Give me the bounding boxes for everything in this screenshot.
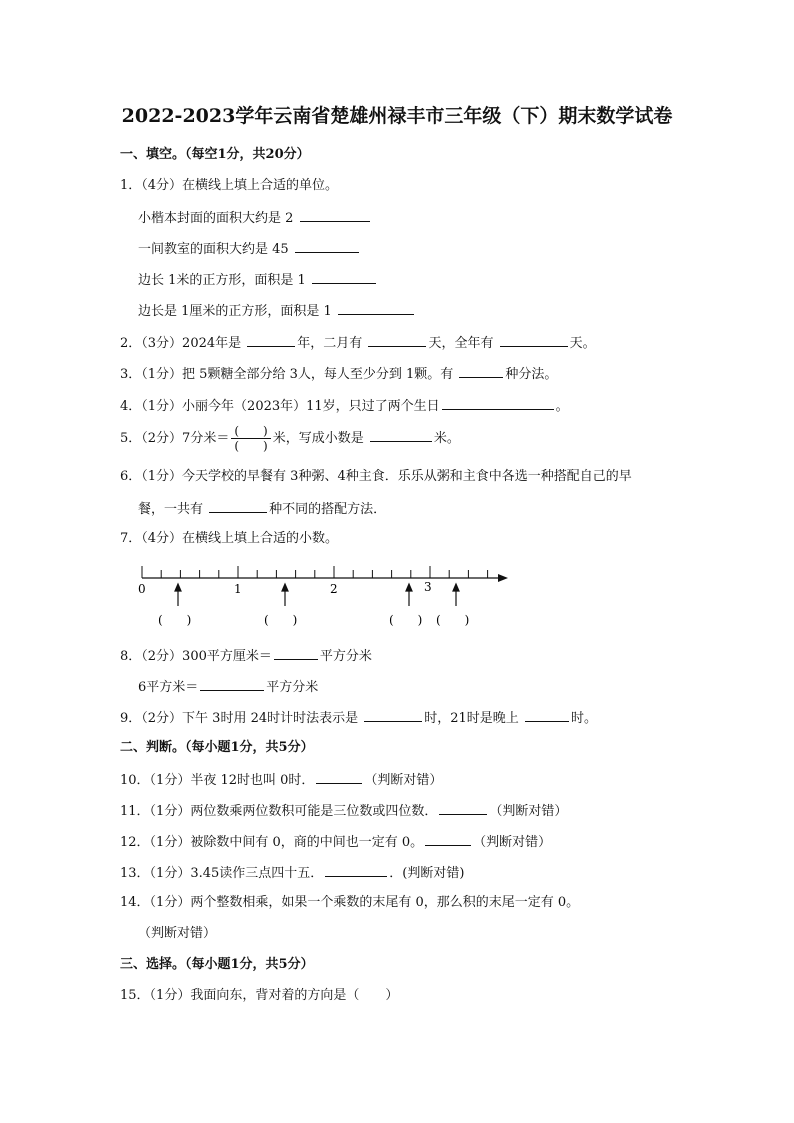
number-line-arrowhead: [498, 574, 508, 582]
answer-blank[interactable]: [200, 678, 264, 691]
question-6-line1: 6．（1分）今天学校的早餐有 3种粥、4种主食．乐乐从粥和主食中各选一种搭配自己的早: [120, 469, 632, 484]
tick-label-1: 1: [234, 582, 242, 596]
answer-blank[interactable]: [370, 429, 432, 442]
question-5-part3: 米。: [433, 431, 460, 446]
question-12-part2: （判断对错）: [473, 835, 552, 850]
question-13: [120, 864, 464, 882]
tick-label-0: 0: [138, 582, 146, 596]
answer-blank[interactable]: [247, 334, 295, 347]
number-line: [130, 558, 520, 638]
question-3-part2: 种分法。: [505, 367, 558, 382]
question-5: [120, 422, 460, 456]
question-11-part2: （判断对错）: [489, 804, 568, 819]
section-heading-fill-in: 一、填空。（每空1分，共20分）: [120, 147, 310, 162]
answer-blank[interactable]: [368, 334, 426, 347]
question-10: [120, 771, 442, 789]
question-1a: [138, 209, 372, 227]
section-heading-judge: 二、判断。（每小题1分，共5分）: [120, 740, 314, 755]
question-8-part4: 平方分米: [266, 680, 319, 695]
question-10-part1: 10．（1分）半夜 12时也叫 0时．: [120, 773, 315, 788]
question-8-part2: 平方分米: [319, 649, 372, 664]
tick-label-3: 3: [424, 580, 432, 594]
answer-blank[interactable]: [525, 709, 569, 722]
question-1a-text: 小楷本封面的面积大约是 2: [138, 211, 294, 226]
question-2-part3: 天，全年有: [428, 336, 494, 351]
answer-blank[interactable]: [500, 334, 568, 347]
question-1b-text: 一间教室的面积大约是 45: [138, 242, 289, 257]
question-9: [120, 709, 597, 727]
question-3: [120, 365, 557, 383]
answer-blank[interactable]: [439, 802, 487, 815]
up-arrow-3-head: [406, 584, 412, 591]
question-4-part1: 4．（1分）小丽今年（2023年）11岁，只过了两个生日: [120, 399, 440, 414]
question-1-stem: 1．（4分）在横线上填上合适的单位。: [120, 178, 339, 193]
answer-blank[interactable]: [442, 397, 554, 410]
question-1c-text: 边长 1米的正方形，面积是 1: [138, 273, 306, 288]
question-13-part1: 13．（1分）3.45读作三点四十五．: [120, 866, 324, 881]
answer-blank[interactable]: [274, 647, 318, 660]
answer-paren-4[interactable]: ( ): [436, 613, 470, 627]
answer-blank[interactable]: [325, 864, 387, 877]
question-2: [120, 334, 596, 352]
question-3-part1: 3．（1分）把 5颗糖全部分给 3人，每人至少分到 1颗。有: [120, 367, 454, 382]
question-6-part1: 餐，一共有: [138, 502, 204, 517]
question-11-part1: 11．（1分）两位数乘两位数积可能是三位数或四位数．: [120, 804, 438, 819]
question-15-stem: 15．（1分）我面向东，背对着的方向是（ ）: [120, 988, 399, 1003]
up-arrow-2-head: [282, 584, 288, 591]
fraction-denominator: ( ): [234, 439, 268, 453]
answer-blank[interactable]: [364, 709, 422, 722]
question-2-part2: 年，二月有: [297, 336, 363, 351]
question-8-part1: 8．（2分）300平方厘米＝: [120, 649, 272, 664]
question-7-stem: 7．（4分）在横线上填上合适的小数。: [120, 531, 339, 546]
question-9-part3: 时。: [570, 711, 597, 726]
page-title: 2022-2023学年云南省楚雄州禄丰市三年级（下）期末数学试卷: [121, 105, 673, 127]
answer-blank[interactable]: [425, 833, 471, 846]
question-14-line1: 14．（1分）两个整数相乘，如果一个乘数的末尾有 0，那么积的末尾一定有 0。: [120, 895, 580, 910]
number-line-ticks: [142, 566, 488, 578]
question-12-part1: 12．（1分）被除数中间有 0，商的中间也一定有 0。: [120, 835, 424, 850]
answer-blank[interactable]: [459, 365, 503, 378]
answer-blank[interactable]: [295, 240, 359, 253]
fraction-blank[interactable]: [231, 424, 270, 453]
answer-blank[interactable]: [300, 209, 370, 222]
question-6-line2: [138, 500, 386, 518]
question-1b: [138, 240, 361, 258]
question-5-part2: 米，写成小数是: [272, 431, 364, 446]
question-1d: [138, 302, 416, 320]
question-13-part2: ．(判断对错): [389, 866, 465, 881]
question-8-line1: [120, 647, 372, 665]
answer-paren-2[interactable]: ( ): [264, 613, 298, 627]
tick-label-2: 2: [330, 582, 338, 596]
question-12: [120, 833, 551, 851]
question-9-part2: 时，21时是晚上: [424, 711, 519, 726]
question-8-part3: 6平方米＝: [138, 680, 199, 695]
answer-blank[interactable]: [209, 500, 267, 513]
answer-paren-1[interactable]: ( ): [158, 613, 192, 627]
up-arrow-4-head: [453, 584, 459, 591]
question-2-part4: 天。: [569, 336, 596, 351]
question-1c: [138, 271, 378, 289]
question-9-part1: 9．（2分）下午 3时用 24时计时法表示是: [120, 711, 359, 726]
question-1d-text: 边长是 1厘米的正方形，面积是 1: [138, 304, 332, 319]
section-heading-choice: 三、选择。（每小题1分，共5分）: [120, 957, 314, 972]
up-arrow-1-head: [175, 584, 181, 591]
question-11: [120, 802, 567, 820]
answer-blank[interactable]: [316, 771, 362, 784]
question-10-part2: （判断对错）: [364, 773, 443, 788]
question-4-part2: 。: [555, 399, 569, 414]
question-6-part2: 种不同的搭配方法．: [269, 502, 387, 517]
question-2-part1: 2．（3分）2024年是: [120, 336, 242, 351]
answer-paren-3[interactable]: ( ): [389, 613, 423, 627]
answer-blank[interactable]: [312, 271, 376, 284]
fraction-numerator: ( ): [231, 424, 270, 439]
answer-blank[interactable]: [338, 302, 414, 315]
question-5-part1: 5．（2分）7分米＝: [120, 431, 230, 446]
question-14-line2: （判断对错）: [138, 926, 217, 941]
question-4: [120, 397, 569, 415]
question-8-line2: [138, 678, 318, 696]
